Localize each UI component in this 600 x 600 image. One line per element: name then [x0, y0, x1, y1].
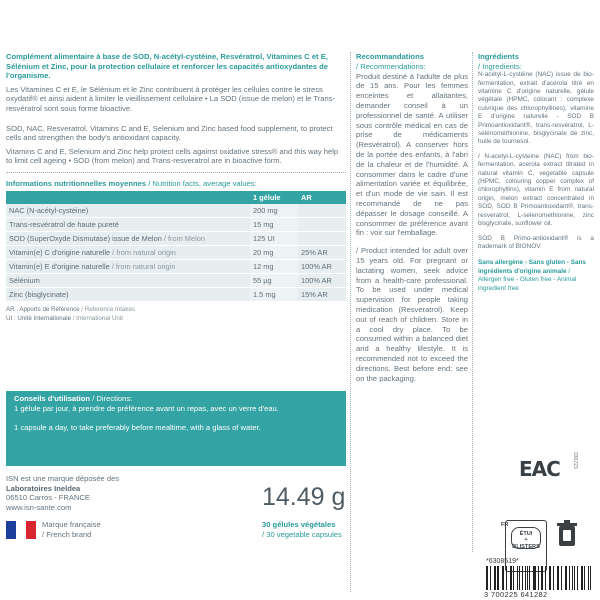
nutrient-name: Trans-resvératrol de haute pureté [6, 218, 250, 232]
nutrition-heading: Informations nutritionnelles moyennes / Nutrition facts, average values: [6, 178, 257, 188]
barcode-bar [506, 566, 507, 590]
nutrition-row [6, 218, 346, 232]
nutrient-ar: 100% AR [298, 274, 346, 288]
nutrient-qty: 20 mg [250, 246, 298, 260]
nutrient-ar [298, 232, 346, 246]
eac-mark-icon: EAC [519, 457, 560, 481]
barcode-bar [545, 566, 546, 590]
french-flag-icon [6, 521, 36, 539]
barcode-bar [534, 566, 535, 590]
recommendations-column: Recommandations / Recommendations: Produit destiné à l'adulte de plus de 15 ans. Pour les femmes enceintes et allaitantes, demander conseil à un professionnel de santé. A utiliser sous contrôle médical en cas de prise de médicaments (Resvératrol). A conserver hors de la portée des enfants, à l'abri de la chaleur et de l'humidité. A consommer dans le cadre d'une alimentation variée et équilibrée, et d'un mode de vie sain. Il est recommandé de ne pas dépasser le dosage conseillé. A consommer de préférence avant fin : voir sur l'emballage. / Product intended for adult over 15 years old. For pregnant or lactating women, seek advice from a health-care professional. To be used under medical supervision for people taking medication (Resveratrol). Keep out of reach of children. Store in a cool dry place. To be consumed within a balanced diet and a healthy lifestyle. It is recommended not to exceed the directions. Best before end: see on the packaging. [356, 52, 468, 383]
recommendations-title: Recommandations [356, 52, 424, 61]
capsule-count: 30 gélules végétales / 30 vegetable capsules [262, 520, 342, 539]
nutrition-header-row [6, 191, 346, 204]
nutrient-name: NAC (N-acétyl-cystéine) [6, 204, 250, 218]
header-name [6, 191, 250, 204]
barcode-bar [584, 566, 585, 590]
nutrition-row [6, 232, 346, 246]
barcode-bar [577, 566, 578, 590]
barcode-bar [522, 566, 523, 590]
french-brand: Marque française / French brand [6, 520, 101, 539]
barcode-bar [574, 566, 575, 590]
barcode-bar [566, 566, 567, 590]
nutrition-row [6, 246, 346, 260]
recycle-pill: ÉTUI + BLISTERS [511, 527, 541, 549]
nutrient-qty: 200 mg [250, 204, 298, 218]
lot-code: *6308519* [486, 558, 519, 565]
ingredients-fr: N-acétyl-L-cystéine (NAC) issue de bio-fermentation, extrait d'acérola titré en vitamine C d'origine naturelle, gélule végétale (HPMC, colorant : complexe cuivrique des chlorophyllines), vitamine E d'origine naturelle - SOD B Primoantioxidant®, trans-resvératrol, L-sélénométhionine, bisglycinate de zinc, huile de tournesol. [478, 71, 594, 146]
intro-paragraph-en-2: Vitamins C and E, Selenium and Zinc help protect cells against oxidative stress® and this way help to limit cell ageing • SOD (from melon) and Trans-resveratrol are in bioactive form. [6, 146, 339, 166]
note-ar: AR : Apports de Référence / Reference Intakes [6, 306, 135, 314]
nutrition-row [6, 260, 346, 274]
ingredients-en: / N-acetyl-L-cysteine (NAC) from bio-fermentation, acerola extract titrated in natural vitamin C, vegetable capsule (HPMC, colouring copper complex of chlorophyllins), vitamin E from natural origin, melon extract concentrated in SOD, SOD B Primoantioxidant®, trans-resveratrol, L-selenomethionine, zinc bisglycinate, sunflower oil. [478, 152, 594, 228]
recycle-bin-icon [556, 520, 578, 550]
barcode-number: 3 700225 641282 [484, 590, 548, 599]
batch-code: 030723 [572, 452, 578, 469]
barcode-bar [553, 566, 554, 590]
nutrient-name: Zinc (bisglycinate) [6, 288, 250, 302]
barcode-bar [561, 566, 562, 590]
recommendations-en: / Product intended for adult over 15 years old. For pregnant or lactating women, seek advice from a health-care professional. To be used under medical supervision for people taking medication (Resveratrol). Keep out of reach of children. Store in a cool dry place. To be consumed within a balanced diet and a healthy lifestyle. It is recommended not to exceed the directions. Best before end: see on the packaging. [356, 246, 468, 383]
nutrient-ar [298, 218, 346, 232]
barcode-bar [517, 566, 518, 590]
nutrient-ar: 15% AR [298, 288, 346, 302]
nutrition-rows [6, 204, 346, 302]
nutrient-qty: 55 µg [250, 274, 298, 288]
nutrient-qty: 15 mg [250, 218, 298, 232]
divider [6, 172, 346, 173]
nutrient-name: Vitamin(e) E d'origine naturelle / from natural origin [6, 260, 250, 274]
brand-info: ISN est une marque déposée des Laboratoires Ineldea 06510 Carros - FRANCE www.isn-sante.com [6, 474, 186, 512]
recommendations-fr: Produit destiné à l'adulte de plus de 15 ans. Pour les femmes enceintes et allaitantes, demander conseil à un professionnel de santé. A utiliser sous contrôle médical en cas de prise de médicaments (Resvératrol). A conserver hors de la portée des enfants, à l'abri de la chaleur et de l'humidité. A consommer dans le cadre d'une alimentation variée et équilibrée, et d'un mode de vie sain. Il est recommandé de ne pas dépasser le dosage conseillé. A consommer de préférence avant fin : voir sur l'emballage. [356, 71, 468, 238]
barcode-bar [490, 566, 491, 590]
nutrition-row [6, 204, 346, 218]
directions-box [6, 391, 346, 466]
net-weight: 14.49 g [262, 483, 346, 511]
intro-paragraph-fr: Les Vitamines C et E, le Sélénium et le Zinc contribuent à protéger les cellules contre le stress oxydatif® et ainsi aident à limiter le vieillissement cellulaire • La SOD (issue de melon) et le Trans-resvératrol sont sous forme bioactive. [6, 84, 336, 113]
column-divider-2 [472, 52, 473, 552]
left-column [6, 52, 346, 324]
nutrition-table [6, 191, 346, 303]
note-ui: UI : Unité Internationale / International Unit [6, 315, 123, 323]
nutrient-ar: 100% AR [298, 260, 346, 274]
allergen-note: Sans allergène - Sans gluten - Sans ingrédients d'origine animale / Allergen free - Gluten free - Animal ingredient free [478, 259, 586, 292]
barcode-bar [497, 566, 498, 590]
nutrient-name: Sélénium [6, 274, 250, 288]
intro-paragraph-en: SOD, NAC, Resveratrol, Vitamins C and E, Selenium and Zinc based food supplement, to protect cells and strengthen the body's antioxidant capacity. [6, 123, 333, 143]
website-text: www.isn-sante.com [6, 502, 72, 512]
nutrient-qty: 1.5 mg [250, 288, 298, 302]
trademark-note: SOD B Primo-antioxidant® is a trademark of BIONOV. [478, 234, 594, 250]
directions-en: 1 capsule a day, to take preferably before mealtime, with a glass of water. [14, 423, 261, 432]
nutrient-name: SOD (SuperOxyde Dismutase) issue de Melon / from Melon [6, 232, 250, 246]
barcode-bar [529, 566, 530, 590]
nutrient-name: Vitamin(e) C d'origine naturelle / from natural origin [6, 246, 250, 260]
nutrition-row [6, 288, 346, 302]
nutrient-ar: 25% AR [298, 246, 346, 260]
ingredients-title: Ingrédients [478, 52, 519, 61]
nutrient-ar [298, 204, 346, 218]
column-divider-1 [350, 52, 351, 592]
barcode-bar [503, 566, 504, 590]
directions-title: Conseils d'utilisation / Directions: [14, 394, 133, 403]
nutrient-qty: 125 UI [250, 232, 298, 246]
fr-badge: FR [501, 522, 509, 528]
intro-title-fr: Complément alimentaire à base de SOD, N-acétyl-cystéine, Resvératrol, Vitamines C et E, Sélénium et Zinc, pour la protection cellulaire et renforcer les capacités antioxydantes de l'organisme. [6, 52, 328, 81]
nutrient-qty: 12 mg [250, 260, 298, 274]
nutrition-row [6, 274, 346, 288]
barcode-bar [542, 566, 543, 590]
barcode [486, 566, 592, 590]
header-ar: AR [298, 191, 346, 204]
ingredients-column: Ingrédients / Ingredients: N-acétyl-L-cystéine (NAC) issue de bio-fermentation, extrait d'acérola titré en vitamine C d'origine naturelle, gélule végétale (HPMC, colorant : complexe cuivrique des chlorophyllines), vitamine E d'origine naturelle - SOD B Primoantioxidant®, trans-resvératrol, L-sélénométhionine, bisglycinate de zinc, huile de tournesol. / N-acetyl-L-cysteine (NAC) from bio-fermentation, acerola extract titrated in natural vitamin C, vegetable capsule (HPMC, colouring copper complex of chlorophyllins), vitamin E from natural origin, melon extract concentrated in SOD, SOD B Primoantioxidant®, trans-resveratrol, L-selenomethionine, zinc bisglycinate, sunflower oil. SOD B Primo-antioxidant® is a trademark of BIONOV. Sans allergène - Sans gluten - Sans ingrédients d'origine animale / Allergen free - Gluten free - Animal ingredient free [478, 52, 594, 292]
header-qty: 1 gélule [250, 191, 298, 204]
directions-fr: 1 gélule par jour, à prendre de préférence avant un repas, avec un verre d'eau. [14, 404, 279, 413]
